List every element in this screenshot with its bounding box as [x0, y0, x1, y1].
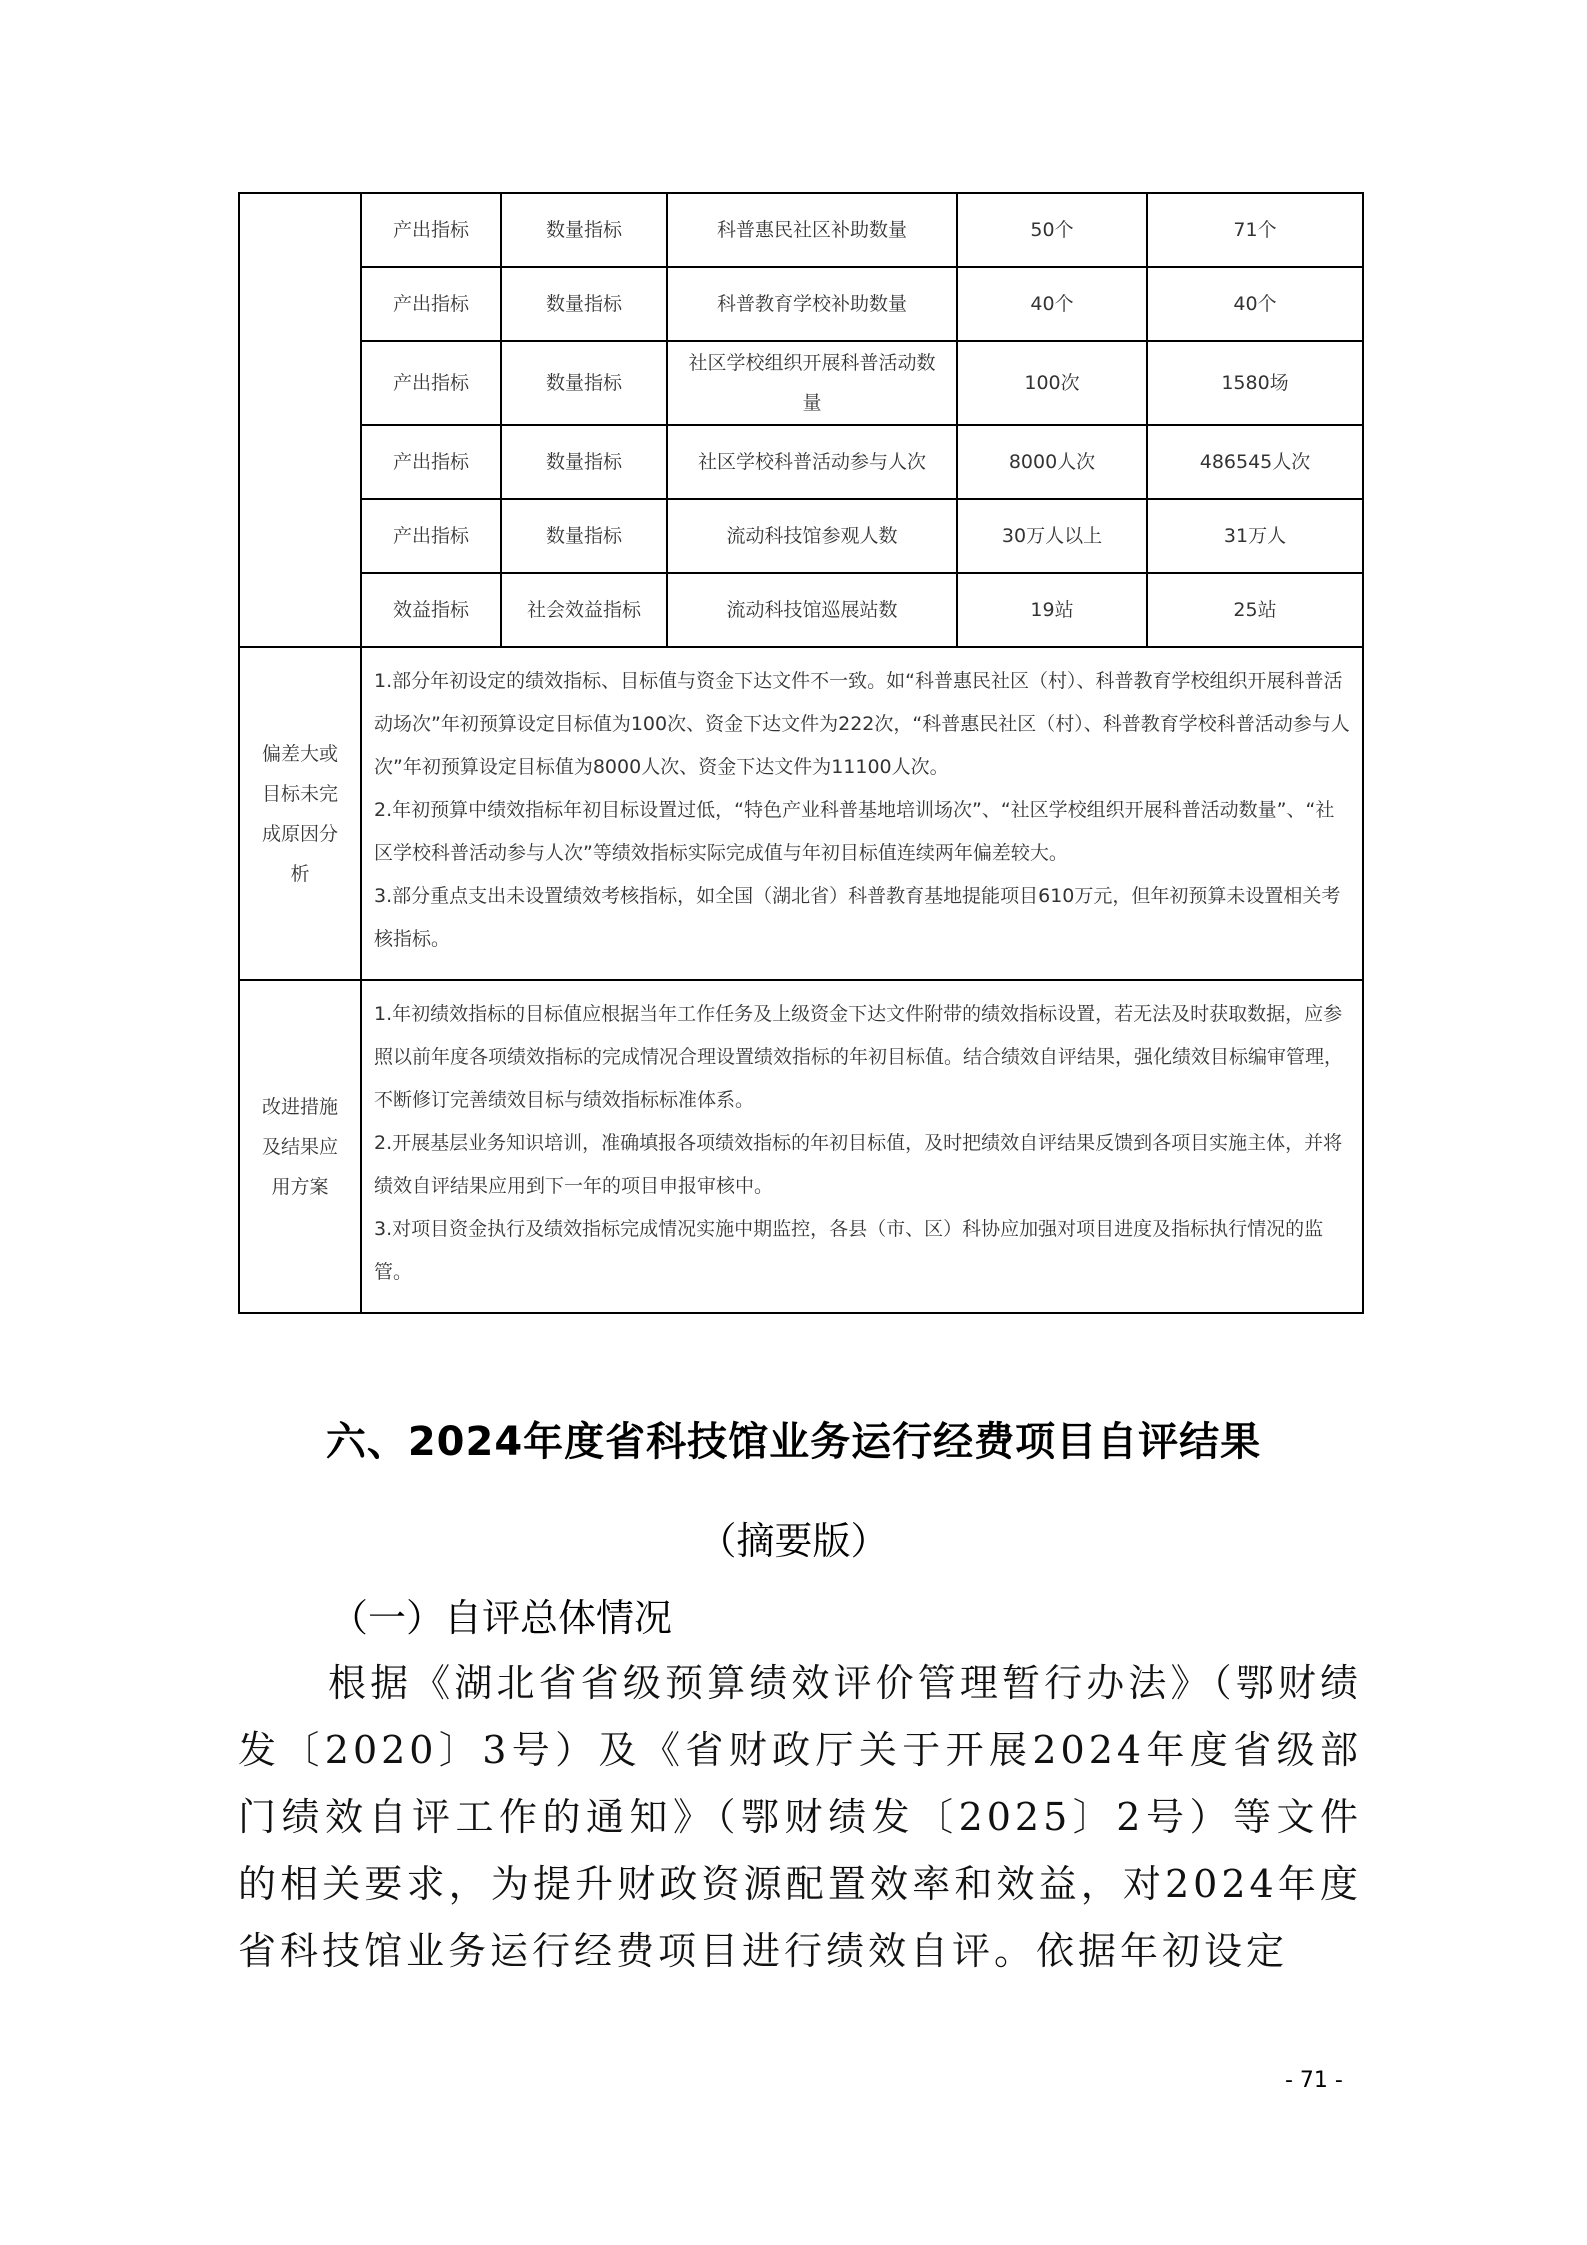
level1-cell: 产出指标	[361, 499, 501, 573]
level2-cell: 数量指标	[501, 193, 667, 267]
level2-cell: 数量指标	[501, 341, 667, 425]
level2-cell: 数量指标	[501, 425, 667, 499]
improvement-paragraph: 1.年初绩效指标的目标值应根据当年工作任务及上级资金下达文件附带的绩效指标设置，若无法及时获取数据，应参照以前年度各项绩效指标的完成情况合理设置绩效指标的年初目标值。结合绩效自评结果，强化绩效目标编审管理，不断修订完善绩效目标与绩效指标标准体系。	[374, 1003, 1344, 1111]
deviation-analysis-row	[239, 647, 1363, 980]
performance-indicator-table	[238, 192, 1364, 1314]
level1-cell: 产出指标	[361, 267, 501, 341]
level2-cell: 数量指标	[501, 499, 667, 573]
target-value-cell: 50个	[957, 193, 1147, 267]
body-paragraph: 根据《湖北省省级预算绩效评价管理暂行办法》（鄂财绩发〔2020〕3号）及《省财政厅关于开展2024年度省级部门绩效自评工作的通知》（鄂财绩发〔2025〕2号）等文件的相关要求，为提升财政资源配置效率和效益，对2024年度省科技馆业务运行经费项目进行绩效自评。依据年初设定	[238, 1661, 1362, 1973]
section-title: （一）自评总体情况	[330, 1596, 673, 1640]
actual-value-cell: 1580场	[1147, 341, 1363, 425]
deviation-paragraph: 2.年初预算中绩效指标年初目标设置过低，“特色产业科普基地培训场次”、“社区学校组织开展科普活动数量”、“社区学校科普活动参与人次”等绩效指标实际完成值与年初目标值连续两年偏差较大。	[374, 799, 1335, 864]
target-value-cell: 40个	[957, 267, 1147, 341]
section-heading: 六、2024年度省科技馆业务运行经费项目自评结果	[325, 1419, 1262, 1465]
level1-cell: 产出指标	[361, 425, 501, 499]
indicator-name-cell: 流动科技馆参观人数	[667, 499, 957, 573]
page-number: - 71 -	[1285, 2068, 1343, 2093]
table-row	[239, 425, 1363, 499]
actual-value-cell: 25站	[1147, 573, 1363, 647]
deviation-analysis-label: 偏差大或目标未完成原因分析	[239, 647, 361, 980]
level2-cell: 数量指标	[501, 267, 667, 341]
table-row	[239, 341, 1363, 425]
table-row	[239, 193, 1363, 267]
improvement-measures-content	[361, 980, 1363, 1313]
level2-cell: 社会效益指标	[501, 573, 667, 647]
actual-value-cell: 40个	[1147, 267, 1363, 341]
actual-value-cell: 71个	[1147, 193, 1363, 267]
level1-cell: 产出指标	[361, 341, 501, 425]
table-row	[239, 267, 1363, 341]
level1-cell: 效益指标	[361, 573, 501, 647]
improvement-paragraph: 3.对项目资金执行及绩效指标完成情况实施中期监控，各县（市、区）科协应加强对项目进度及指标执行情况的监管。	[374, 1218, 1324, 1283]
indicator-name-cell: 科普惠民社区补助数量	[667, 193, 957, 267]
target-value-cell: 100次	[957, 341, 1147, 425]
target-value-cell: 19站	[957, 573, 1147, 647]
deviation-paragraph: 3.部分重点支出未设置绩效考核指标，如全国（湖北省）科普教育基地提能项目610万元，但年初预算未设置相关考核指标。	[374, 885, 1341, 950]
improvement-measures-label: 改进措施及结果应用方案	[239, 980, 361, 1313]
indicator-name-cell: 流动科技馆巡展站数	[667, 573, 957, 647]
actual-value-cell: 31万人	[1147, 499, 1363, 573]
level1-cell: 产出指标	[361, 193, 501, 267]
indicator-name-cell: 社区学校科普活动参与人次	[667, 425, 957, 499]
improvement-paragraph: 2.开展基层业务知识培训，准确填报各项绩效指标的年初目标值，及时把绩效自评结果反馈到各项目实施主体，并将绩效自评结果应用到下一年的项目申报审核中。	[374, 1132, 1343, 1197]
table-row	[239, 573, 1363, 647]
summary-subheading: （摘要版）	[698, 1519, 889, 1563]
deviation-analysis-content	[361, 647, 1363, 980]
improvement-measures-row	[239, 980, 1363, 1313]
deviation-paragraph: 1.部分年初设定的绩效指标、目标值与资金下达文件不一致。如“科普惠民社区（村）、科普教育学校组织开展科普活动场次”年初预算设定目标值为100次、资金下达文件为222次，“科普惠民社区（村）、科普教育学校科普活动参与人次”年初预算设定目标值为8000人次、资金下达文件为11100人次。	[374, 670, 1350, 778]
table-row	[239, 499, 1363, 573]
indicator-name-cell: 社区学校组织开展科普活动数量	[667, 341, 957, 425]
target-value-cell: 8000人次	[957, 425, 1147, 499]
merged-left-cell	[239, 193, 361, 647]
actual-value-cell: 486545人次	[1147, 425, 1363, 499]
indicator-name-cell: 科普教育学校补助数量	[667, 267, 957, 341]
target-value-cell: 30万人以上	[957, 499, 1147, 573]
